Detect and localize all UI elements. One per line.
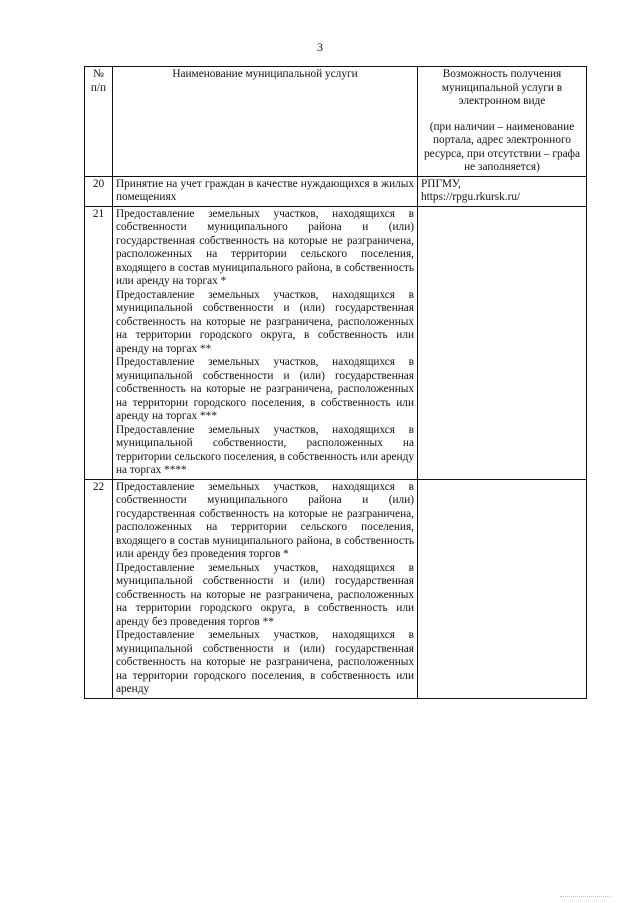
header-num: № п/п xyxy=(85,67,113,177)
service-name-cell xyxy=(113,206,418,479)
header-epgu-hint: (при наличии – наименование портала, адрес электронного ресурса, при отсутствии – графа не заполняется) xyxy=(424,120,580,173)
header-epgu-title: Возможность получения муниципальной услуги в электронном виде xyxy=(441,68,563,107)
page-number: 3 xyxy=(317,40,323,54)
services-table xyxy=(84,66,587,699)
table-body xyxy=(85,176,587,698)
service-name-cell xyxy=(113,479,418,698)
table-row xyxy=(85,206,587,479)
row-number: 21 xyxy=(85,206,113,479)
service-name: Предоставление земельных участков, находящихся в собственности муниципального района и (или) государственная собственность на которые не разграничена, расположенных на территории сельского поселения, входящего в состав муниципального района, в собственность или аренду на торгах * xyxy=(116,207,414,287)
table-row xyxy=(85,176,587,206)
service-name: Предоставление земельных участков, находящихся в муниципальной собственности и (или) государственная собственность на которые не разграничена, расположенных на территории городского округа, в собственность или аренду на торгах ** xyxy=(116,288,414,355)
electronic-availability-cell xyxy=(418,176,587,206)
header-service-name: Наименование муниципальной услуги xyxy=(113,67,418,177)
table-row xyxy=(85,479,587,698)
row-number: 20 xyxy=(85,176,113,206)
service-name: Предоставление земельных участков, находящихся в муниципальной собственности и (или) государственная собственность на которые не разграничена, расположенных на территории городского поселения, в собственность или аренду на торгах *** xyxy=(116,356,414,422)
service-name: Предоставление земельных участков, находящихся в муниципальной собственности и (или) государственная собственность на которые не разграничена, расположенных на территории городского поселения, в собственность или аренду xyxy=(116,629,414,695)
service-name-cell xyxy=(113,176,418,206)
service-name: Предоставление земельных участков, находящихся в муниципальной собственности и (или) государственная собственность на которые не разграничена, расположенных на территории городского округа, в собственность или аренду без проведения торгов ** xyxy=(116,561,414,628)
service-name: Предоставление земельных участков, находящихся в собственности муниципального района и (или) государственная собственность на которые не разграничена, расположенных на территории сельского поселения, входящего в состав муниципального района, в собственность или аренду без проведения торгов * xyxy=(116,480,414,560)
portal-text: РПГМУ, xyxy=(421,177,461,190)
portal-text: https://rpgu.rkursk.ru/ xyxy=(421,191,521,203)
scan-mark xyxy=(560,896,610,900)
electronic-availability-cell xyxy=(418,206,587,479)
service-name: Принятие на учет граждан в качестве нуждающихся в жилых помещениях xyxy=(116,177,414,203)
electronic-availability-cell xyxy=(418,479,587,698)
row-number: 22 xyxy=(85,479,113,698)
service-name: Предоставление земельных участков, находящихся в муниципальной собственности, расположенных на территории сельского поселения, в собственность или аренду на торгах **** xyxy=(116,423,414,476)
header-electronic-availability xyxy=(418,67,587,177)
table-header-row xyxy=(85,67,587,177)
